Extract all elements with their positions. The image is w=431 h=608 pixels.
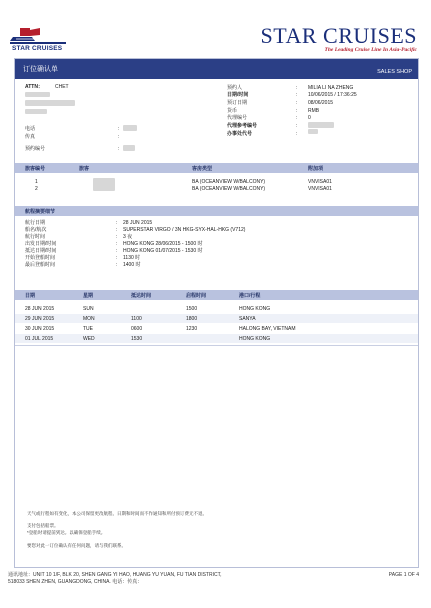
- itinerary-depart-header: 启程时间: [186, 293, 207, 299]
- guest-number-header: 旅客编号: [25, 166, 46, 172]
- ship-voyage-value: SUPERSTAR VIRGO / 3N HKG-SYX-HAL-HKG (V712): [123, 227, 246, 233]
- guest-name-header: 旅客: [79, 166, 90, 172]
- logo-text: STAR CRUISES: [12, 45, 63, 52]
- currency-value: RMB: [308, 108, 320, 114]
- itinerary-divider: [15, 345, 418, 346]
- itinerary-arrive: 1100: [131, 316, 142, 322]
- fax-colon: :: [118, 134, 120, 140]
- agent-number-label: 代理编号: [227, 115, 248, 121]
- brand-block: [261, 24, 417, 53]
- attn-value: CHET: [55, 84, 69, 90]
- ship-voyage-label: 船名/航次: [25, 227, 47, 233]
- sail-date-colon: :: [116, 220, 118, 226]
- booking-date-label: 预订日期: [227, 100, 248, 106]
- itinerary-row: [15, 314, 418, 323]
- itinerary-date: 28 JUN 2015: [25, 306, 55, 312]
- itinerary-depart: 1230: [186, 326, 198, 332]
- itinerary-day: WED: [83, 336, 95, 342]
- phone-colon: :: [118, 126, 120, 132]
- document-frame: [14, 58, 419, 568]
- footer-address-line: 通讯地址：UNIT 10 1/F, BLK 20, SHEN GANG YI HAO, HUANG YU YUAN, FU TIAN DISTRICT,: [8, 572, 222, 578]
- itinerary-port-header: 港口/行程: [239, 293, 261, 299]
- booking-date-value: 08/06/2015: [308, 100, 334, 106]
- sail-date-value: 28 JUN 2015: [123, 220, 153, 226]
- ship-voyage-colon: :: [116, 227, 118, 233]
- phone-label: 电话: [25, 126, 36, 132]
- arrival-colon: :: [116, 248, 118, 254]
- booking-number-colon: :: [118, 146, 120, 152]
- boarding-start-value: 1130 时: [123, 255, 141, 261]
- redacted-block: [25, 100, 75, 106]
- itinerary-port: SANYA: [239, 316, 256, 322]
- note-line: 支付包括船票。: [27, 523, 59, 528]
- boarding-start-colon: :: [116, 255, 118, 261]
- itinerary-date: 30 JUN 2015: [25, 326, 55, 332]
- itinerary-header: [15, 290, 418, 300]
- datetime-colon: :: [296, 92, 298, 98]
- booker-label: 预约人: [227, 85, 243, 91]
- booker-colon: :: [296, 85, 298, 91]
- itinerary-day: TUE: [83, 326, 93, 332]
- departure-value: HONG KONG 28/06/2015 - 1500 时: [123, 241, 203, 247]
- itinerary-row: [15, 324, 418, 333]
- cruise-summary-title: 航程摘要细节: [25, 209, 56, 215]
- attn-label: ATTN：: [25, 84, 43, 90]
- office-code-colon: :: [296, 131, 298, 137]
- footer-address-line: 518033 SHEN ZHEN, GUANGDONG, CHINA. 电话：传真：: [8, 578, 143, 585]
- agent-reference-colon: :: [296, 123, 298, 129]
- arrival-label: 抵达日期/时间: [25, 248, 57, 254]
- itinerary-port: HONG KONG: [239, 336, 271, 342]
- sales-shop-tag: SALES SHOP: [377, 69, 412, 75]
- brand-tagline: The Leading Cruise Line In Asia-Pacific: [324, 47, 417, 53]
- cruise-summary-header: [15, 206, 418, 216]
- booking-number-label: 预约编号: [25, 146, 46, 152]
- duration-value: 3 夜: [123, 234, 133, 240]
- itinerary-day: SUN: [83, 306, 94, 312]
- fax-label: 传真: [25, 134, 36, 140]
- duration-label: 航行时间: [25, 234, 46, 240]
- itinerary-arrive-header: 抵达时间: [131, 293, 152, 299]
- redacted-block: [25, 109, 47, 114]
- departure-label: 出发日期/时间: [25, 241, 57, 247]
- redacted-guest-names: [93, 178, 115, 191]
- booking-date-colon: :: [296, 100, 298, 106]
- brand-title: STAR CRUISES: [260, 23, 417, 48]
- guest-number: 2: [35, 186, 38, 192]
- note-line: *登船时请提前到达。以确保登船手续。: [27, 530, 106, 535]
- cabin-type-header: 客房类型: [192, 166, 213, 172]
- itinerary-row: [15, 304, 418, 313]
- itinerary-port: HALONG BAY, VIETNAM: [239, 326, 296, 332]
- redacted-block: [25, 92, 50, 97]
- booker-value: MILIA LI NA ZHENG: [308, 85, 354, 91]
- note-line: 要您对此一订位确认有任何问题，请与我们联系。: [27, 543, 126, 548]
- itinerary-day-header: 星期: [83, 293, 94, 299]
- guest-table-header: [15, 163, 418, 173]
- arrival-value: HONG KONG 01/07/2015 - 1530 时: [123, 248, 203, 254]
- itinerary-row: [15, 334, 418, 343]
- boarding-end-label: 最后登船时间: [25, 262, 56, 268]
- itinerary-arrive: 1530: [131, 336, 143, 342]
- datetime-value: 10/06/2015 / 17:36:25: [308, 92, 357, 98]
- document-title-bar: [15, 59, 418, 79]
- itinerary-arrive: 0600: [131, 326, 143, 332]
- addon-header: 附加项: [308, 166, 324, 172]
- itinerary-day: MON: [83, 316, 95, 322]
- page-number: PAGE 1 OF 4: [388, 572, 419, 578]
- itinerary-date-header: 日期: [25, 293, 36, 299]
- itinerary-date: 29 JUN 2015: [25, 316, 55, 322]
- boarding-start-label: 开始登船时间: [25, 255, 56, 261]
- boarding-end-value: 1400 时: [123, 262, 141, 268]
- datetime-label: 日期/时间: [227, 92, 249, 98]
- itinerary-date: 01 JUL 2015: [25, 336, 54, 342]
- boarding-end-colon: :: [116, 262, 118, 268]
- agent-number-colon: :: [296, 115, 298, 121]
- duration-colon: :: [116, 234, 118, 240]
- agent-reference-label: 代理参考编号: [227, 123, 258, 129]
- guest-cabin: BA (OCEANVIEW W/BALCONY): [192, 179, 266, 185]
- redacted-office-code: [308, 129, 318, 134]
- guest-number: 1: [35, 179, 38, 185]
- redacted-agent-reference: [308, 122, 334, 128]
- guest-cabin: BA (OCEANVIEW W/BALCONY): [192, 186, 266, 192]
- guest-addon: VNVISA01: [308, 186, 332, 192]
- itinerary-port: HONG KONG: [239, 306, 271, 312]
- guest-addon: VNVISA01: [308, 179, 332, 185]
- agent-number-value: 0: [308, 115, 311, 121]
- document-title: 订位确认单: [23, 66, 58, 73]
- itinerary-depart: 1800: [186, 316, 198, 322]
- redacted-phone: [123, 125, 137, 131]
- currency-colon: :: [296, 108, 298, 114]
- redacted-booking-number: [123, 145, 135, 151]
- departure-colon: :: [116, 241, 118, 247]
- footer-address: [8, 572, 221, 585]
- office-code-label: 办事处代号: [227, 131, 253, 137]
- sail-date-label: 航行日期: [25, 220, 46, 226]
- note-line: 天气或行程如有变化，本公司保留更改航程、日期和时间而不作通知和所付预订费无不退。: [27, 511, 207, 516]
- currency-label: 货币: [227, 108, 238, 114]
- itinerary-depart: 1500: [186, 306, 198, 312]
